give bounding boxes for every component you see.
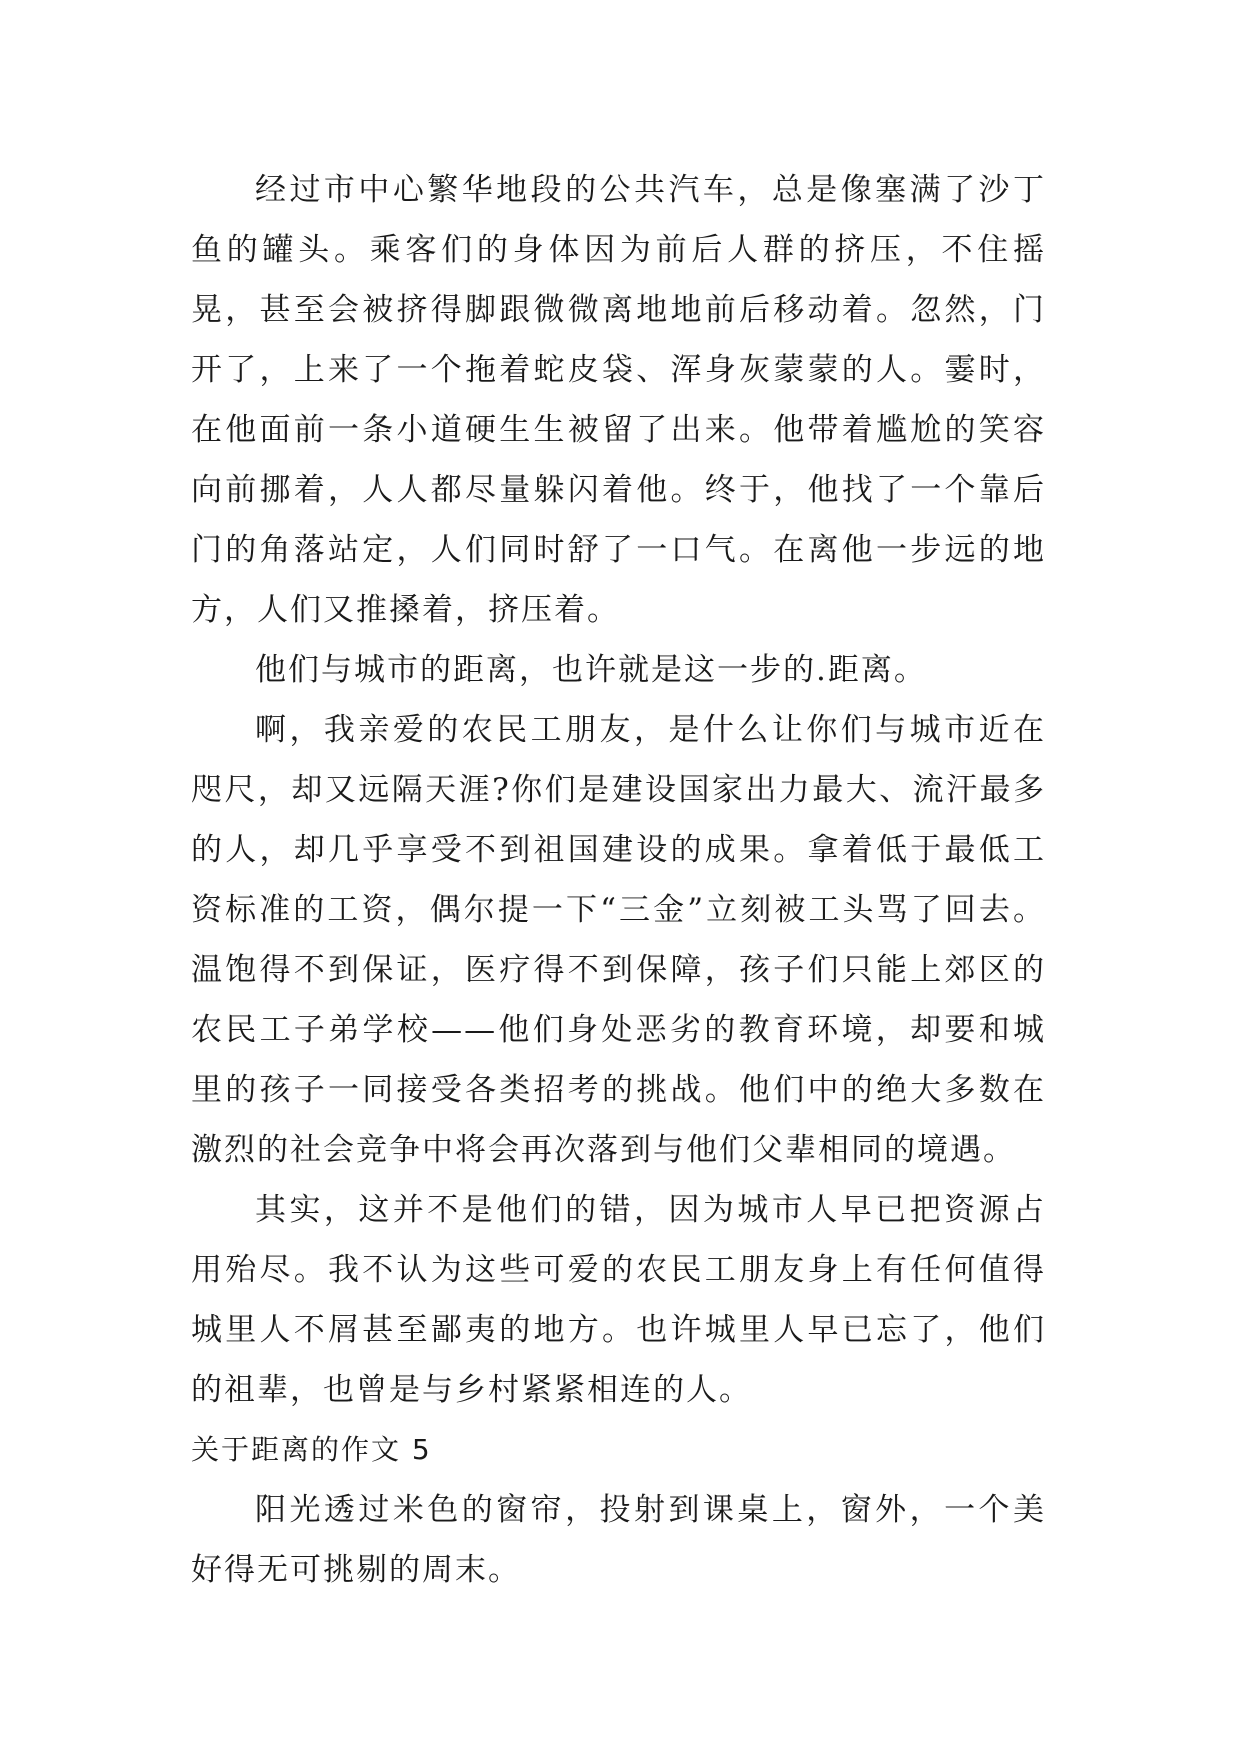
section-heading: 关于距离的作文 5 <box>191 1433 432 1466</box>
paragraph-sunlight: 阳光透过米色的窗帘，投射到课桌上，窗外，一个美好得无可挑剔的周末。 <box>191 1492 1046 1588</box>
document-page <box>191 160 1046 1600</box>
paragraph-bus-scene: 经过市中心繁华地段的公共汽车，总是像塞满了沙丁鱼的罐头。乘客们的身体因为前后人群的挤压，不住摇晃，甚至会被挤得脚跟微微离地地前后移动着。忽然，门开了，上来了一个拖着蛇皮袋、浑身灰蒙蒙的人。霎时，在他面前一条小道硬生生被留了出来。他带着尴尬的笑容向前挪着，人人都尽量躲闪着他。终于，他找了一个靠后门的角落站定，人们同时舒了一口气。在离他一步远的地方，人们又推搡着，挤压着。 <box>191 172 1046 628</box>
paragraph-migrant-workers: 啊，我亲爱的农民工朋友，是什么让你们与城市近在咫尺，却又远隔天涯?你们是建设国家出力最大、流汗最多的人，却几乎享受不到祖国建设的成果。拿着低于最低工资标准的工资，偶尔提一下“三金”立刻被工头骂了回去。温饱得不到保证，医疗得不到保障，孩子们只能上郊区的农民工子弟学校——他们身处恶劣的教育环境，却要和城里的孩子一同接受各类招考的挑战。他们中的绝大多数在激烈的社会竞争中将会再次落到与他们父辈相同的境遇。 <box>191 712 1046 1168</box>
paragraph-city-people: 其实，这并不是他们的错，因为城市人早已把资源占用殆尽。我不认为这些可爱的农民工朋友身上有任何值得城里人不屑甚至鄙夷的地方。也许城里人早已忘了，他们的祖辈，也曾是与乡村紧紧相连的人。 <box>191 1192 1046 1408</box>
paragraph-distance: 他们与城市的距离，也许就是这一步的.距离。 <box>255 652 927 688</box>
